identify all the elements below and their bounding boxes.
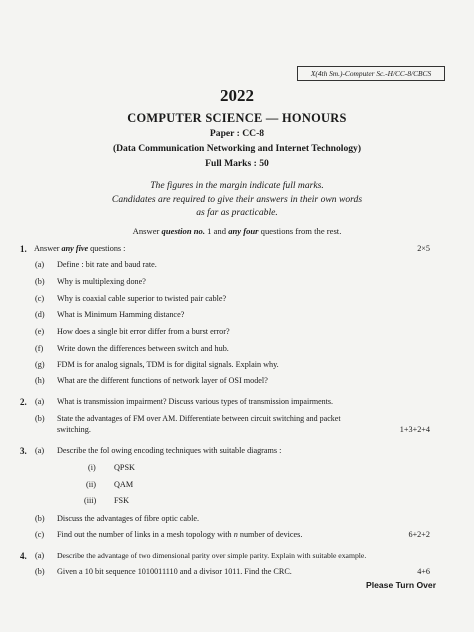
q1-lead [34, 244, 125, 253]
q1-item-label: (f) [35, 344, 44, 353]
answer-note-suffix: questions from the rest. [260, 226, 342, 236]
q3-subitem-label: (i) [88, 463, 96, 472]
exam-year: 2022 [220, 86, 254, 105]
answer-note-any-four: any four [228, 226, 259, 236]
q3-subitem-text: QPSK [114, 463, 135, 472]
q2-a-text: What is transmission impairment? Discuss various types of transmission impairments. [57, 397, 333, 406]
instruction-line-1: The figures in the margin indicate full marks. [150, 180, 324, 191]
paper-code-box: X(4th Sm.)-Computer Sc.-H/CC-8/CBCS [297, 66, 445, 81]
q3-b-label: (b) [35, 514, 45, 523]
q3-subitem-label: (ii) [86, 480, 97, 489]
q3-number: 3. [20, 446, 27, 456]
instruction-line-3: as far as practicable. [196, 207, 278, 218]
q4-number: 4. [20, 551, 27, 561]
full-marks: Full Marks : 50 [205, 158, 269, 169]
q4-marks: 4+6 [417, 567, 430, 576]
q3-c-text [57, 530, 302, 539]
q2-b-text-line-2: switching. [57, 425, 91, 434]
q1-lead-any-five: any five [61, 244, 89, 253]
answer-note-prefix: Answer [132, 226, 160, 236]
please-turn-over: Please Turn Over [366, 580, 437, 590]
q3-a-label: (a) [35, 446, 45, 455]
q1-number: 1. [20, 244, 27, 254]
q1-item-label: (g) [35, 360, 45, 369]
paper-subtitle: (Data Communication Networking and Internet Technology) [112, 143, 362, 154]
answer-note-mid: 1 and [207, 226, 227, 236]
q3-c-text-n: n [233, 530, 238, 539]
q1-item-text: How does a single bit error differ from a burst error? [57, 327, 230, 336]
answer-note-question: question no. [161, 226, 206, 236]
q3-a-text: Describe the fol owing encoding techniques with suitable diagrams : [57, 446, 282, 455]
q1-lead-end: questions : [90, 244, 126, 253]
q1-item-text: Why is multiplexing done? [57, 277, 146, 286]
q1-item-text: Write down the differences between switch and hub. [57, 344, 229, 353]
q3-b-text: Discuss the advantages of fibre optic cable. [57, 514, 200, 523]
q1-marks: 2×5 [417, 244, 430, 253]
q2-number: 2. [20, 397, 27, 407]
q3-subitem-label: (iii) [84, 496, 97, 505]
q3-subitem-text: FSK [114, 496, 130, 505]
q1-item-text: Define : bit rate and baud rate. [57, 260, 157, 269]
q1-item-text: What is Minimum Hamming distance? [57, 310, 185, 319]
q2-b-label: (b) [35, 414, 45, 423]
exam-title: COMPUTER SCIENCE — HONOURS [127, 111, 347, 125]
q3-c-text-post: number of devices. [239, 530, 303, 539]
q2-b-text-line-1: State the advantages of FM over AM. Differentiate between circuit switching and packet [57, 414, 341, 423]
q4-b-label: (b) [35, 567, 45, 576]
q1-item-text: FDM is for analog signals, TDM is for digital signals. Explain why. [57, 360, 279, 369]
q2-marks: 1+3+2+4 [399, 425, 430, 434]
q3-marks: 6+2+2 [408, 530, 430, 539]
q3-c-label: (c) [35, 530, 45, 539]
q4-a-label: (a) [35, 551, 45, 560]
instruction-line-2: Candidates are required to give their answers in their own words [111, 194, 363, 205]
q1-item-text: Why is coaxial cable superior to twisted pair cable? [57, 294, 227, 303]
q1-item-label: (e) [35, 327, 45, 336]
answer-note [0, 226, 474, 236]
q2-a-label: (a) [35, 397, 45, 406]
q1-item-label: (d) [35, 310, 45, 319]
q3-subitem-text: QAM [114, 480, 134, 489]
q1-item-label: (a) [35, 260, 45, 269]
q1-item-label: (h) [35, 376, 45, 385]
paper-number: Paper : CC-8 [209, 128, 265, 139]
q1-item-text: What are the different functions of network layer of OSI model? [57, 376, 268, 385]
q3-c-text-pre: Find out the number of links in a mesh topology with [57, 530, 232, 539]
q1-item-label: (c) [35, 294, 45, 303]
q4-b-text: Given a 10 bit sequence 1010011110 and a divisor 1011. Find the CRC. [57, 567, 292, 576]
q1-item-label: (b) [35, 277, 45, 286]
q1-lead-start: Answer [34, 244, 60, 253]
q4-a-text: Describe the advantage of two dimensional parity over simple parity. Explain with suitable example. [57, 551, 367, 560]
